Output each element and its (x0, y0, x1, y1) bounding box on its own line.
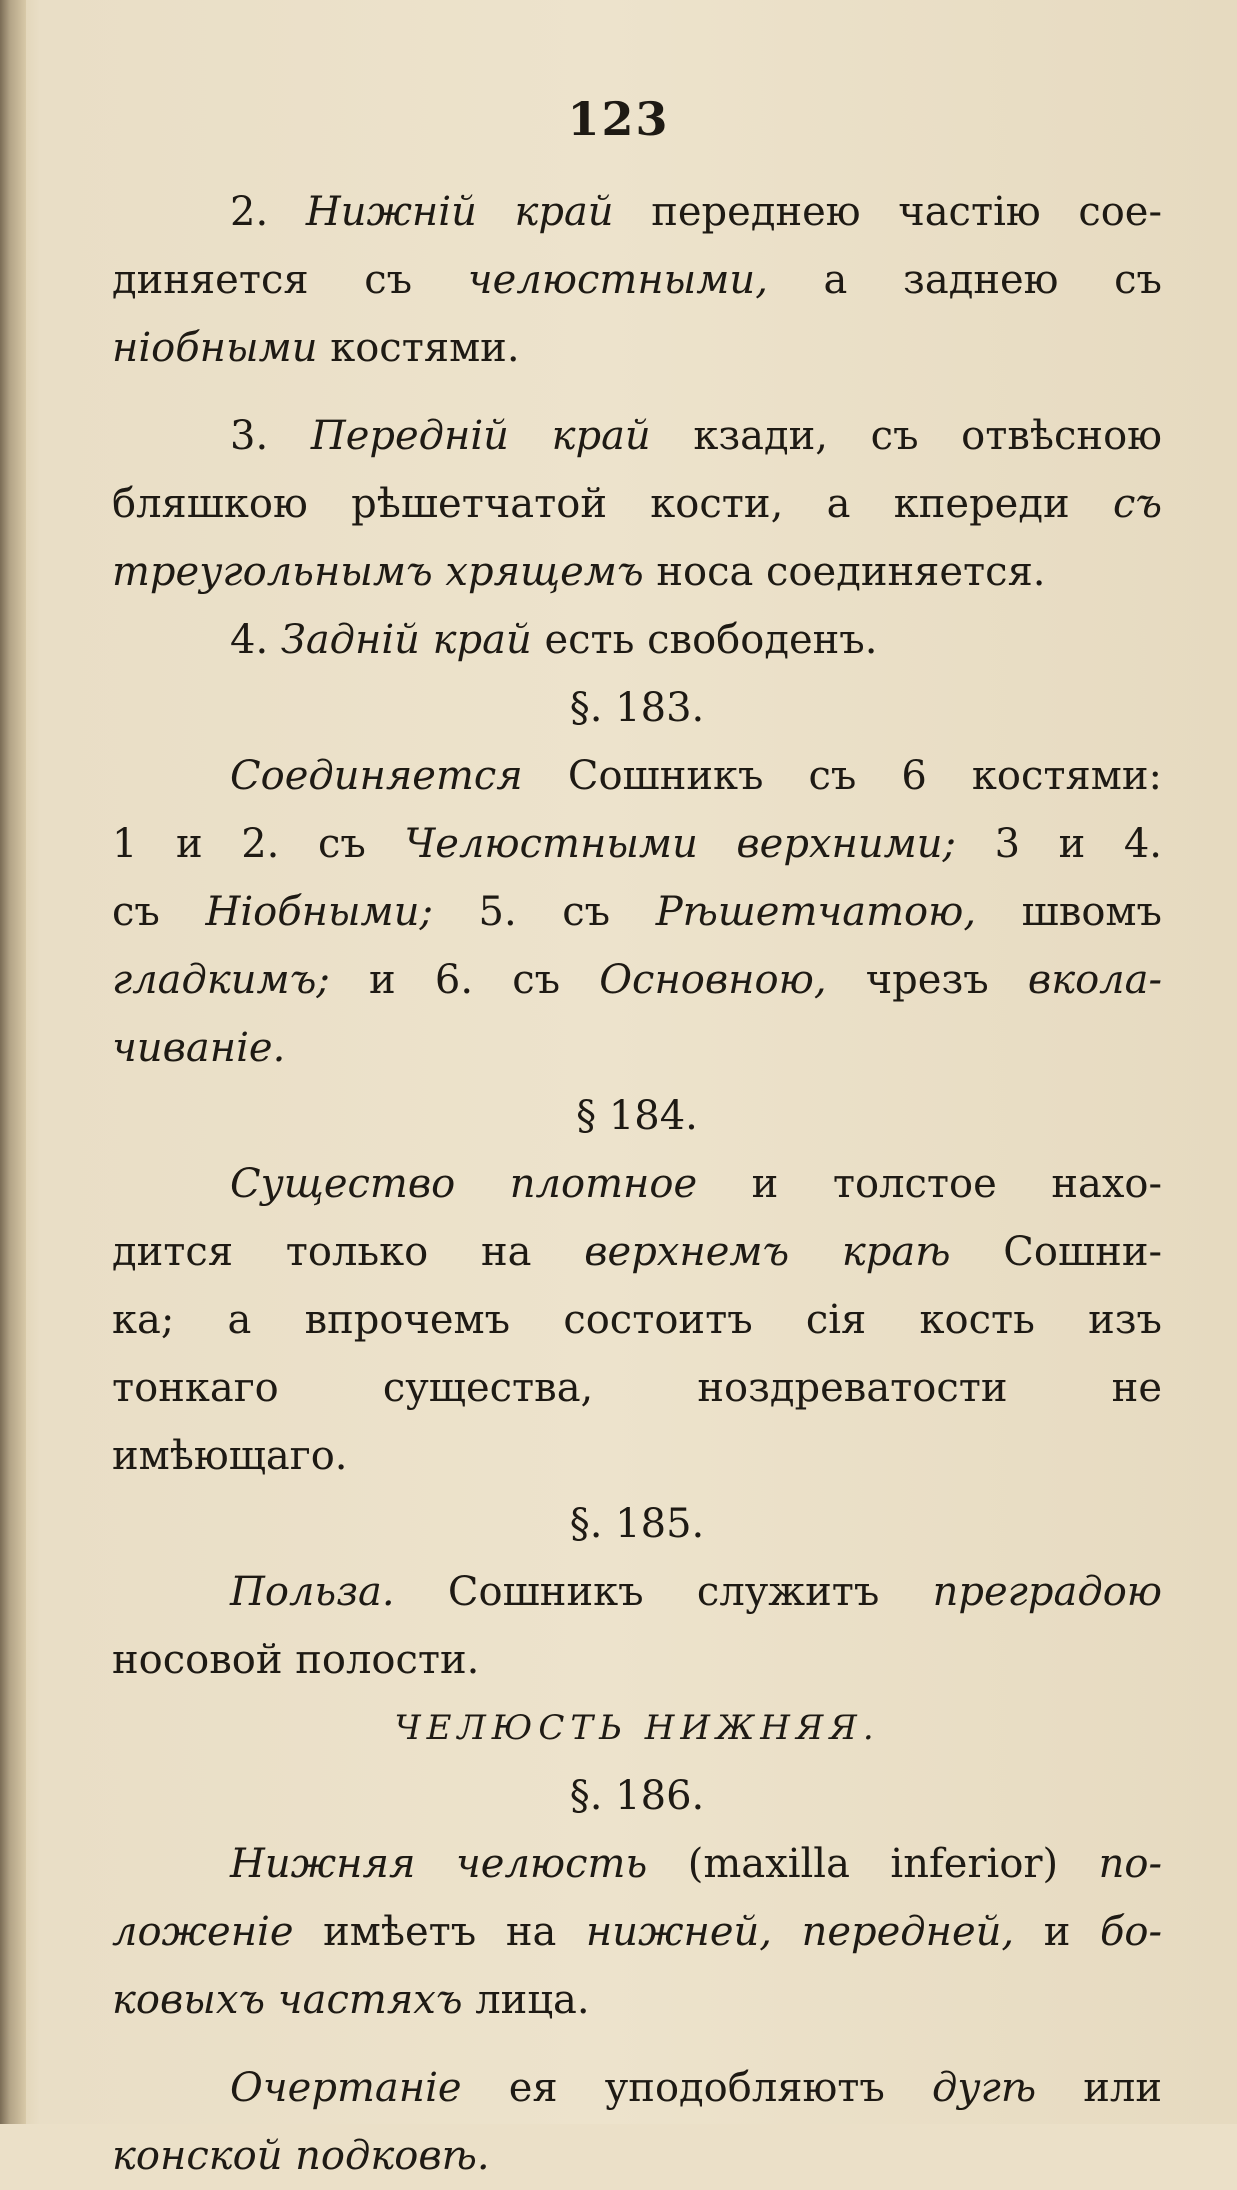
italic-term: нижней, передней, (585, 1909, 1015, 1955)
text-line (112, 1422, 1162, 1490)
italic-term: Ніобными; (205, 889, 433, 935)
text-run: имѣетъ на (293, 1909, 586, 1955)
text-run: костями. (317, 325, 520, 371)
text-run: дится только на (112, 1229, 585, 1275)
text-run: носа соединяется. (643, 549, 1046, 595)
text-run: 1 и 2. съ (112, 821, 405, 867)
body-text (112, 178, 1162, 2190)
text-line (112, 2122, 1162, 2190)
text-line (112, 606, 1162, 674)
text-run: бляшкою рѣшетчатой кости, а кпереди (112, 481, 1113, 527)
text-run: диняется съ (112, 257, 468, 303)
text-line (112, 1150, 1162, 1218)
italic-term: Нижній край (305, 189, 614, 235)
page-gutter (0, 0, 26, 2124)
text-run: § 184. (576, 1093, 698, 1139)
italic-term: Челюстными верхними; (404, 821, 957, 867)
text-line (112, 1898, 1162, 1966)
italic-term: треугольнымъ хрящемъ (112, 549, 644, 595)
text-run: съ (112, 889, 206, 935)
text-run: есть свободенъ. (531, 617, 878, 663)
section-heading (112, 1082, 1162, 1150)
italic-term: Передній край (310, 413, 651, 459)
text-line (112, 1218, 1162, 1286)
text-run: кзади, съ отвѣсною (650, 413, 1163, 459)
text-run: ея уподобляютъ (461, 2065, 933, 2111)
text-line (112, 538, 1162, 606)
italic-term: Существо плотное (230, 1161, 698, 1207)
italic-term: бо- (1099, 1909, 1162, 1955)
text-run: ЧЕЛЮСТЬ НИЖНЯЯ. (394, 1708, 880, 1748)
italic-term: конской подковѣ. (112, 2133, 490, 2179)
text-run: (maxilla inferior) (647, 1841, 1099, 1887)
text-run: 5. съ (432, 889, 656, 935)
italic-term: Польза. (230, 1569, 395, 1615)
text-run: а заднею съ (767, 257, 1162, 303)
line-gap (112, 2034, 1162, 2054)
italic-term: Задній край (280, 617, 532, 663)
italic-term: ковыхъ частяхъ (112, 1977, 463, 2023)
text-run: лица. (462, 1977, 590, 2023)
italic-term: дугѣ (932, 2065, 1037, 2111)
italic-term: Основною, (599, 957, 827, 1003)
text-run: 3. (230, 413, 311, 459)
italic-term: Рѣшетчатою, (655, 889, 977, 935)
text-run: Сошни- (950, 1229, 1163, 1275)
italic-term: съ (1112, 481, 1162, 527)
italic-term: Соединяется (230, 753, 523, 799)
text-line (112, 1830, 1162, 1898)
text-run: носовой полости. (112, 1637, 480, 1683)
text-run: §. 185. (569, 1501, 705, 1547)
text-line (112, 2054, 1162, 2122)
text-run: §. 186. (569, 1773, 705, 1819)
text-line (112, 314, 1162, 382)
text-line (112, 470, 1162, 538)
text-run: тонкаго существа, ноздреватости не (112, 1365, 1162, 1411)
section-heading (112, 1490, 1162, 1558)
text-run: и 6. съ (329, 957, 600, 1003)
text-line (112, 246, 1162, 314)
text-run: и толстое нахо- (697, 1161, 1162, 1207)
text-run: Сошникъ служитъ (394, 1569, 933, 1615)
text-run: и (1014, 1909, 1100, 1955)
italic-term: чиваніе. (112, 1025, 286, 1071)
text-run: переднею частію сое- (613, 189, 1162, 235)
text-line (112, 742, 1162, 810)
text-line (112, 178, 1162, 246)
italic-term: ніобными (112, 325, 318, 371)
italic-term: челюстными, (467, 257, 768, 303)
text-line (112, 402, 1162, 470)
text-line (112, 1014, 1162, 1082)
italic-term: гладкимъ; (112, 957, 330, 1003)
text-run: 2. (230, 189, 306, 235)
text-line (112, 1966, 1162, 2034)
text-run: Сошникъ съ 6 костями: (522, 753, 1162, 799)
italic-term: верхнемъ краѣ (584, 1229, 951, 1275)
italic-term: Нижняя челюсть (230, 1841, 648, 1887)
italic-term: вкола- (1027, 957, 1162, 1003)
text-line (112, 1286, 1162, 1354)
text-run: 4. (230, 617, 281, 663)
section-heading (112, 1694, 1162, 1762)
page-number: 123 (567, 92, 670, 146)
italic-term: преградою (932, 1569, 1162, 1615)
text-run: §. 183. (569, 685, 705, 731)
text-line (112, 878, 1162, 946)
section-heading (112, 1762, 1162, 1830)
text-line (112, 1354, 1162, 1422)
text-run: чрезъ (826, 957, 1028, 1003)
text-line (112, 1626, 1162, 1694)
text-line (112, 946, 1162, 1014)
italic-term: по- (1098, 1841, 1162, 1887)
text-run: имѣющаго. (112, 1433, 348, 1479)
section-heading (112, 674, 1162, 742)
text-run: или (1036, 2065, 1162, 2111)
text-run: швомъ (976, 889, 1162, 935)
text-run: 3 и 4. (956, 821, 1162, 867)
text-line (112, 810, 1162, 878)
text-line (112, 1558, 1162, 1626)
italic-term: Очертаніе (230, 2065, 462, 2111)
line-gap (112, 382, 1162, 402)
text-run: ка; а впрочемъ состоитъ сія кость изъ (112, 1297, 1162, 1343)
italic-term: ложеніе (112, 1909, 294, 1955)
